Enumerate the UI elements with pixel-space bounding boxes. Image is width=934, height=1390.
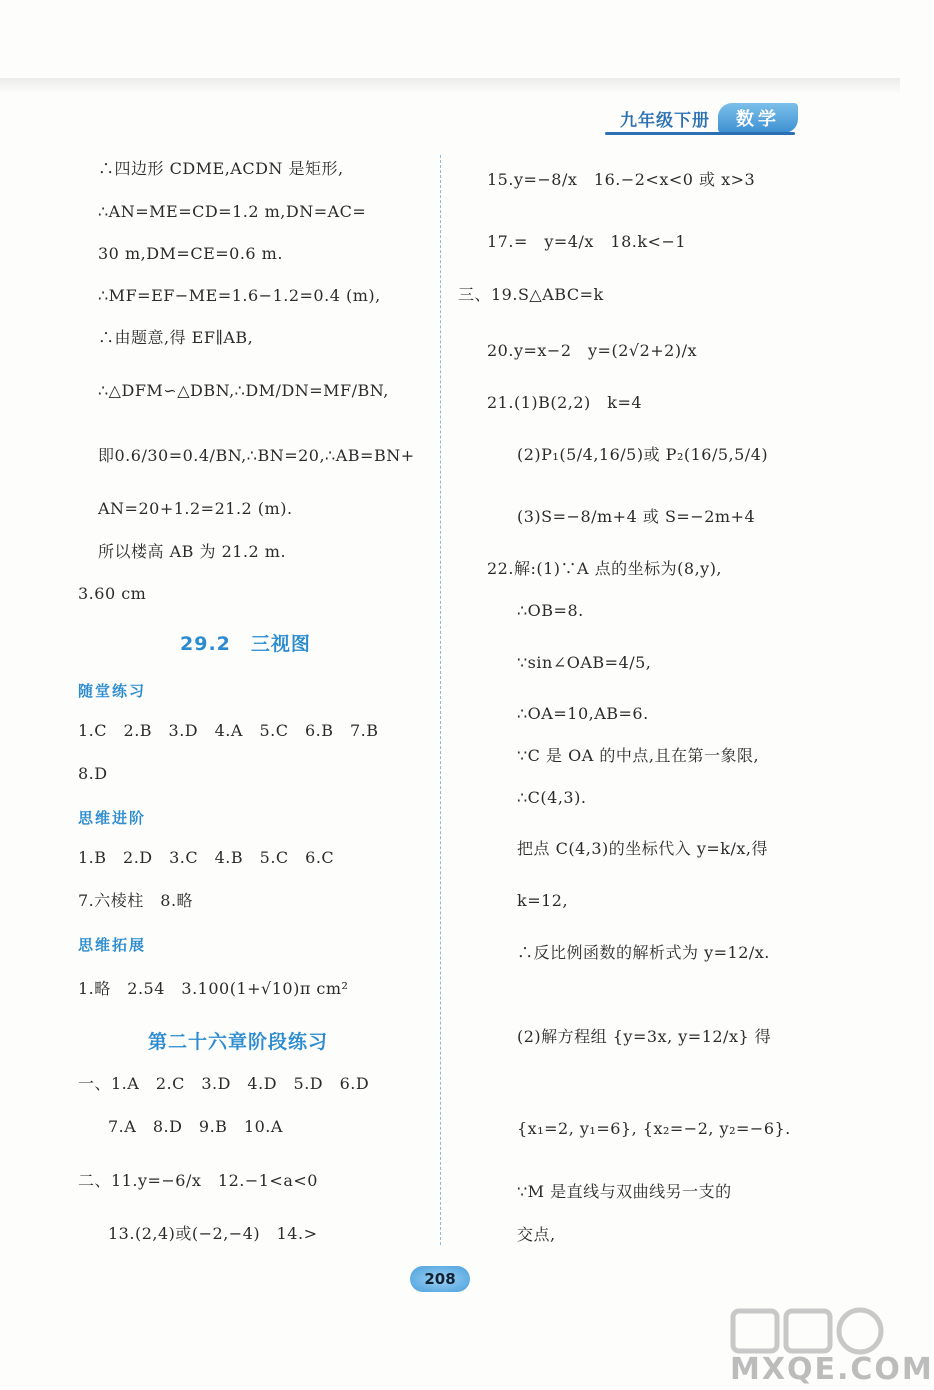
right-line-14: 把点 C(4,3)的坐标代入 y=k/x,得 bbox=[517, 839, 768, 858]
section-29-2-title: 29.2 三视图 bbox=[180, 633, 311, 655]
subhead-suitang: 随堂练习 bbox=[78, 682, 147, 700]
left-line-2: ∴AN=ME=CD=1.2 m,DN=AC= bbox=[98, 202, 367, 221]
top-band bbox=[0, 78, 900, 94]
right-line-2: 17.= y=4/x 18.k<−1 bbox=[487, 232, 687, 251]
column-divider bbox=[440, 155, 441, 1245]
right-line-18: {x₁=2, y₁=6}, {x₂=−2, y₂=−6}. bbox=[517, 1119, 791, 1138]
right-line-20: 交点, bbox=[517, 1225, 556, 1244]
left-line-4: ∴MF=EF−ME=1.6−1.2=0.4 (m), bbox=[98, 286, 381, 305]
right-line-17: (2)解方程组 {y=3x, y=12/x} 得 bbox=[517, 1027, 772, 1046]
chapter-line-3: 二、11.y=−6/x 12.−1<a<0 bbox=[78, 1171, 318, 1190]
right-line-3: 三、19.S△ABC=k bbox=[458, 285, 604, 304]
right-line-7: (3)S=−8/m+4 或 S=−2m+4 bbox=[517, 507, 756, 526]
right-line-9: ∴OB=8. bbox=[517, 601, 584, 620]
subhead-jinjie: 思维进阶 bbox=[78, 809, 147, 827]
left-line-8: AN=20+1.2=21.2 (m). bbox=[98, 499, 293, 518]
right-line-11: ∴OA=10,AB=6. bbox=[517, 704, 649, 723]
watermark-text: MXQE.COM bbox=[730, 1352, 934, 1387]
chapter-line-4: 13.(2,4)或(−2,−4) 14.> bbox=[108, 1224, 318, 1243]
subhead-tuozhan: 思维拓展 bbox=[78, 936, 147, 954]
right-line-8: 22.解:(1)∵A 点的坐标为(8,y), bbox=[487, 559, 723, 578]
right-line-19: ∵M 是直线与双曲线另一支的 bbox=[517, 1182, 732, 1201]
left-line-1: ∴四边形 CDME,ACDN 是矩形, bbox=[98, 159, 344, 178]
right-line-4: 20.y=x−2 y=(2√2+2)/x bbox=[487, 341, 697, 360]
left-line-5: ∴由题意,得 EF∥AB, bbox=[98, 328, 254, 347]
jinjie-line-1: 1.B 2.D 3.C 4.B 5.C 6.C bbox=[78, 848, 335, 867]
header-underline bbox=[605, 132, 795, 135]
subject-badge: 数学 bbox=[718, 103, 798, 133]
right-line-10: ∵sin∠OAB=4/5, bbox=[517, 653, 652, 672]
page-header bbox=[620, 100, 798, 136]
suitang-line-1: 1.C 2.B 3.D 4.A 5.C 6.B 7.B bbox=[78, 721, 379, 740]
right-line-1: 15.y=−8/x 16.−2<x<0 或 x>3 bbox=[487, 170, 756, 189]
left-line-9: 所以楼高 AB 为 21.2 m. bbox=[98, 542, 287, 561]
right-line-12: ∵C 是 OA 的中点,且在第一象限, bbox=[517, 746, 760, 765]
right-line-6: (2)P₁(5/4,16/5)或 P₂(16/5,5/4) bbox=[517, 445, 769, 464]
chapter-line-2: 7.A 8.D 9.B 10.A bbox=[108, 1117, 283, 1136]
tuozhan-line: 1.略 2.54 3.100(1+√10)π cm² bbox=[78, 979, 349, 998]
right-line-15: k=12, bbox=[517, 891, 569, 910]
suitang-line-2: 8.D bbox=[78, 764, 108, 783]
left-line-6: ∴△DFM∽△DBN,∴DM/DN=MF/BN, bbox=[98, 381, 389, 400]
jinjie-line-2: 7.六棱柱 8.略 bbox=[78, 891, 194, 910]
chapter-line-1: 一、1.A 2.C 3.D 4.D 5.D 6.D bbox=[78, 1074, 370, 1093]
right-line-13: ∴C(4,3). bbox=[517, 788, 587, 807]
right-line-5: 21.(1)B(2,2) k=4 bbox=[487, 393, 643, 412]
left-line-10: 3.60 cm bbox=[78, 584, 147, 603]
grade-label: 九年级下册 bbox=[620, 110, 710, 131]
page-number: 208 bbox=[410, 1266, 470, 1292]
left-line-7: 即0.6/30=0.4/BN,∴BN=20,∴AB=BN+ bbox=[98, 446, 415, 465]
left-line-3: 30 m,DM=CE=0.6 m. bbox=[98, 244, 283, 263]
chapter-title: 第二十六章阶段练习 bbox=[148, 1031, 329, 1053]
right-line-16: ∴反比例函数的解析式为 y=12/x. bbox=[517, 943, 770, 962]
